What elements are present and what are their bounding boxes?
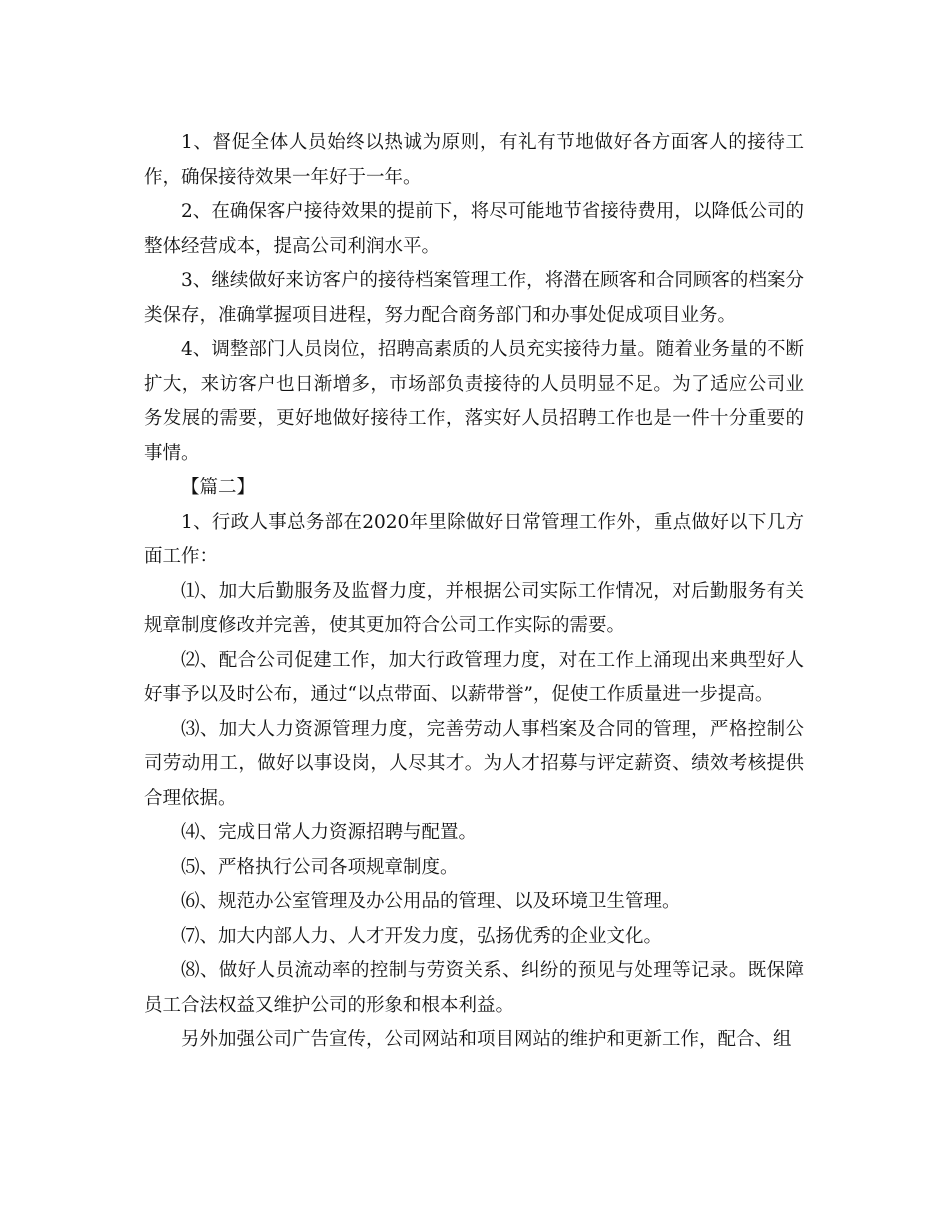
paragraph-reception-item-1: 1、督促全体人员始终以热诚为原则，有礼有节地做好各方面客人的接待工作，确保接待效果一年好于一年。: [144, 132, 804, 188]
paragraph-admin-item-3: ⑶、加大人力资源管理力度，完善劳动人事档案及合同的管理，严格控制公司劳动用工，做好以事设岗，人尽其才。为人才招募与评定薪资、绩效考核提供合理依据。: [144, 718, 804, 809]
section-heading-part-two: 【篇二】: [181, 477, 256, 498]
paragraph-reception-item-3: 3、继续做好来访客户的接待档案管理工作，将潜在顾客和合同顾客的档案分类保存，准确掌握项目进程，努力配合商务部门和办事处促成项目业务。: [144, 270, 804, 326]
paragraph-admin-item-5: ⑸、严格执行公司各项规章制度。: [181, 856, 459, 878]
paragraph-admin-item-4: ⑷、完成日常人力资源招聘与配置。: [181, 822, 478, 843]
paragraph-admin-item-1: ⑴、加大后勤服务及监督力度，并根据公司实际工作情况，对后勤服务有关规章制度修改并完善，使其更加符合公司工作实际的需要。: [144, 580, 804, 636]
paragraph-admin-item-6: ⑹、规范办公室管理及办公用品的管理、以及环境卫生管理。: [181, 891, 681, 912]
paragraph-reception-item-4: 4、调整部门人员岗位，招聘高素质的人员充实接待力量。随着业务量的不断扩大，来访客户也日渐增多，市场部负责接待的人员明显不足。为了适应公司业务发展的需要，更好地做好接待工作，落实好人员招聘工作也是一件十分重要的事情。: [144, 339, 804, 464]
paragraph-admin-item-7: ⑺、加大内部人力、人才开发力度，弘扬优秀的企业文化。: [181, 925, 663, 947]
paragraph-advertising: 另外加强公司广告宣传，公司网站和项目网站的维护和更新工作，配合、组: [181, 1029, 792, 1050]
paragraph-admin-item-2: ⑵、配合公司促建工作，加大行政管理力度，对在工作上涌现出来典型好人好事予以及时公布，通过“以点带面、以薪带誉”，促使工作质量进一步提高。: [144, 649, 804, 705]
paragraph-admin-intro: 1、行政人事总务部在2020年里除做好日常管理工作外，重点做好以下几方面工作：: [144, 511, 804, 567]
paragraph-admin-item-8: ⑻、做好人员流动率的控制与劳资关系、纠纷的预见与处理等记录。既保障员工合法权益又维护公司的形象和根本利益。: [144, 960, 804, 1016]
paragraph-reception-item-2: 2、在确保客户接待效果的提前下，将尽可能地节省接待费用，以降低公司的整体经营成本，提高公司利润水平。: [144, 201, 804, 257]
document-body: [144, 126, 804, 1058]
